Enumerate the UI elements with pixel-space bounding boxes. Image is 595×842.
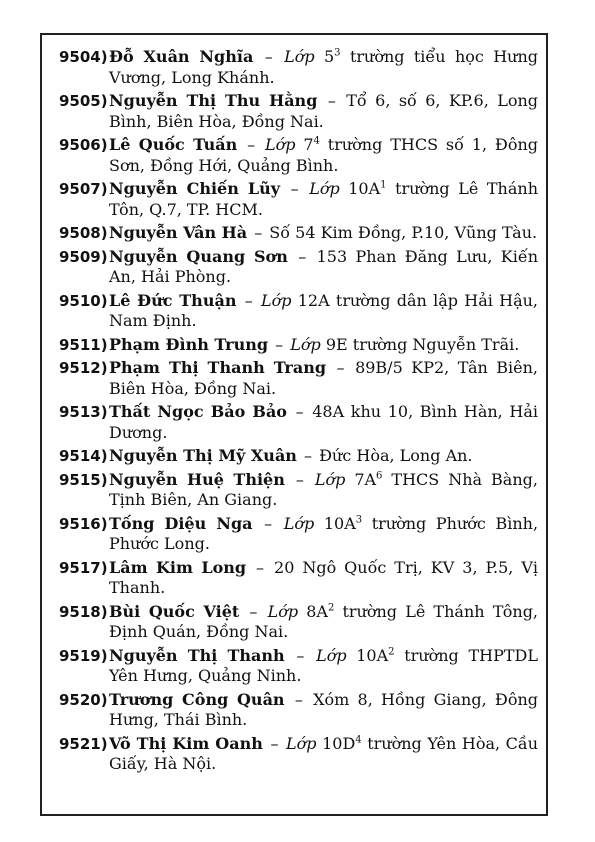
class-prefix: Lớp: [309, 179, 340, 198]
entry-number: 9516): [59, 514, 108, 533]
separator-dash: –: [282, 179, 308, 198]
entry-number: 9518): [59, 602, 108, 621]
entry-name: Tống Diệu Nga: [109, 513, 253, 533]
entry-number: 9517): [59, 558, 108, 577]
entry-number: 9505): [59, 92, 108, 110]
entry-number: 9521): [59, 734, 108, 753]
entry-name: Lê Đức Thuận: [109, 290, 237, 310]
entry-name: Thất Ngọc Bảo Bảo: [109, 402, 287, 421]
class-name: 8A: [306, 601, 328, 621]
class-prefix: Lớp: [283, 513, 315, 533]
list-item: [59, 646, 538, 687]
entry-address: 48A khu 10, Bình Hàn, Hải Dương.: [109, 402, 538, 442]
list-item: [59, 690, 538, 731]
entry-number: 9520): [59, 690, 108, 709]
entry-name: Nguyễn Vân Hà: [109, 223, 248, 242]
entry-address: 20 Ngô Quốc Trị, KV 3, P.5, Vị Thanh.: [109, 557, 538, 597]
entry-address: Xóm 8, Hồng Giang, Đông Hưng, Thái Bình.: [109, 689, 539, 729]
class-name: 9E: [325, 334, 348, 354]
entry-name: Bùi Quốc Việt: [109, 601, 240, 621]
class-prefix: Lớp: [267, 601, 299, 621]
separator-dash: –: [298, 446, 318, 465]
class-superscript: 1: [380, 179, 387, 191]
separator-dash: –: [328, 358, 354, 377]
entry-name: Phạm Thị Thanh Trang: [109, 358, 327, 377]
entry-address: trường Lê Thánh Tông, Định Quán, Đồng Nai.: [109, 601, 539, 641]
entry-name: Lâm Kim Long: [109, 557, 247, 577]
separator-dash: –: [238, 290, 259, 310]
entry-name: Nguyễn Thị Mỹ Xuân: [109, 446, 297, 465]
list-item: [59, 402, 538, 443]
entry-number: 9513): [59, 403, 108, 421]
list-item: [59, 358, 538, 399]
class-superscript: 6: [376, 470, 383, 482]
entry-address: Số 54 Kim Đồng, P.10, Vũng Tàu.: [269, 223, 538, 242]
entry-number: 9512): [59, 359, 108, 377]
class-name: 10A: [323, 513, 356, 533]
entry-number: 9504): [59, 48, 108, 66]
list-item: [59, 558, 538, 599]
separator-dash: –: [286, 645, 315, 665]
entry-name: Võ Thị Kim Oanh: [109, 733, 263, 753]
page-frame: [40, 33, 548, 816]
entry-number: 9519): [59, 646, 108, 665]
separator-dash: –: [319, 91, 345, 110]
list-item: [59, 734, 538, 775]
entry-name: Nguyễn Huệ Thiện: [109, 469, 285, 489]
class-name: 10A: [348, 179, 381, 198]
class-prefix: Lớp: [286, 733, 317, 753]
entry-list: [59, 47, 538, 778]
class-prefix: Lớp: [314, 469, 346, 489]
class-name: 10D: [322, 733, 356, 753]
class-superscript: 4: [355, 734, 362, 746]
entry-address: trường Lê Thánh Tôn, Q.7, TP. HCM.: [109, 179, 538, 219]
class-prefix: Lớp: [260, 290, 292, 310]
entry-number: 9510): [59, 291, 108, 310]
entry-address: Tổ 6, số 6, KP.6, Long Bình, Biên Hòa, Đồng Nai.: [109, 91, 539, 131]
class-superscript: 2: [388, 646, 395, 658]
list-item: [59, 247, 538, 288]
entry-address: trường Yên Hòa, Cầu Giấy, Hà Nội.: [109, 733, 539, 773]
separator-dash: –: [270, 334, 289, 354]
class-superscript: 3: [334, 47, 341, 59]
class-superscript: 2: [327, 602, 335, 614]
entry-name: Đỗ Xuân Nghĩa: [109, 47, 254, 66]
class-prefix: Lớp: [264, 135, 296, 154]
class-superscript: 3: [355, 514, 363, 526]
entry-name: Nguyễn Thị Thanh: [109, 645, 285, 665]
separator-dash: –: [249, 223, 268, 242]
class-name: 7: [303, 135, 314, 154]
class-name: 10A: [356, 645, 389, 665]
list-item: [59, 446, 538, 467]
list-item: [59, 91, 538, 132]
separator-dash: –: [264, 733, 285, 753]
list-item: [59, 179, 538, 220]
separator-dash: –: [255, 47, 283, 66]
separator-dash: –: [288, 402, 311, 421]
entry-address: trường Nguyễn Trãi.: [352, 334, 520, 354]
class-prefix: Lớp: [284, 47, 315, 66]
entry-name: Nguyễn Chiến Lũy: [109, 179, 281, 198]
list-item: [59, 291, 538, 332]
class-name: 7A: [354, 469, 377, 489]
list-item: [59, 602, 538, 643]
entry-number: 9508): [59, 224, 108, 242]
entry-number: 9511): [59, 335, 108, 354]
entry-number: 9514): [59, 447, 108, 465]
separator-dash: –: [286, 469, 313, 489]
list-item: [59, 47, 538, 88]
class-name: 5: [323, 47, 335, 66]
list-item: [59, 135, 538, 176]
entry-name: Lê Quốc Tuấn: [109, 135, 238, 154]
entry-address: 153 Phan Đăng Lưu, Kiến An, Hải Phòng.: [109, 246, 538, 286]
separator-dash: –: [239, 135, 263, 154]
entry-number: 9506): [59, 136, 108, 154]
entry-name: Trương Công Quân: [109, 689, 285, 709]
entry-address: trường dân lập Hải Hậu, Nam Định.: [109, 290, 538, 330]
class-prefix: Lớp: [290, 334, 321, 354]
separator-dash: –: [254, 513, 282, 533]
entry-number: 9515): [59, 470, 108, 489]
separator-dash: –: [289, 246, 315, 266]
separator-dash: –: [241, 601, 266, 621]
entry-name: Nguyễn Quang Sơn: [109, 246, 288, 266]
list-item: [59, 223, 538, 244]
class-prefix: Lớp: [316, 645, 347, 665]
entry-name: Nguyễn Thị Thu Hằng: [109, 91, 318, 110]
separator-dash: –: [286, 689, 312, 709]
entry-address: THCS Nhà Bàng, Tịnh Biên, An Giang.: [109, 469, 538, 509]
separator-dash: –: [248, 557, 273, 577]
entry-address: trường THCS số 1, Đông Sơn, Đồng Hới, Quảng Bình.: [109, 135, 539, 175]
entry-number: 9507): [59, 180, 108, 198]
entry-address: trường tiểu học Hưng Vương, Long Khánh.: [109, 47, 539, 87]
list-item: [59, 335, 538, 356]
list-item: [59, 514, 538, 555]
entry-address: Đức Hòa, Long An.: [319, 446, 473, 465]
entry-address: 89B/5 KP2, Tân Biên, Biên Hòa, Đồng Nai.: [109, 358, 539, 398]
class-name: 12A: [297, 290, 330, 310]
entry-address: trường THPTDL Yên Hưng, Quảng Ninh.: [109, 645, 538, 685]
entry-name: Phạm Đình Trung: [109, 334, 269, 354]
entry-address: trường Phước Bình, Phước Long.: [109, 513, 539, 553]
entry-number: 9509): [59, 247, 108, 266]
class-superscript: 4: [313, 135, 320, 147]
list-item: [59, 470, 538, 511]
